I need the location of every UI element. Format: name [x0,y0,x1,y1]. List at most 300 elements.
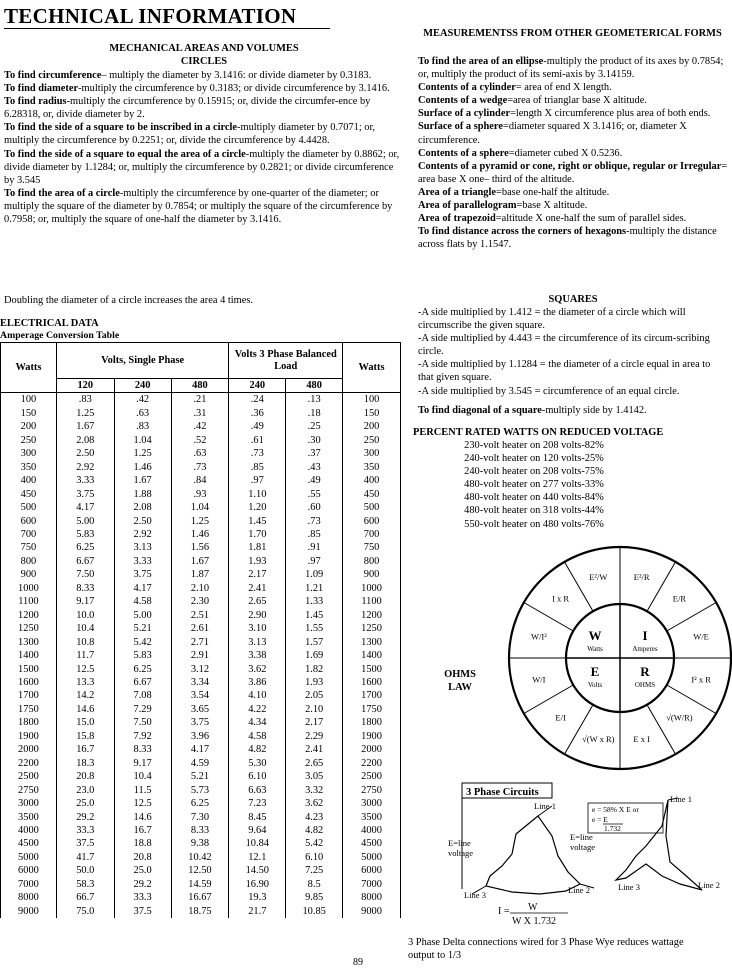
table-cell: 4.23 [286,811,343,824]
geometry-rule-body: =diameter cubed X 0.5236. [508,147,623,159]
table-cell: 150 [1,407,57,420]
page-title: TECHNICAL INFORMATION [4,4,297,28]
table-cell: 4.58 [114,595,171,608]
table-cell: 13.3 [56,676,114,689]
table-cell: 19.3 [229,891,286,904]
table-cell: 6.10 [229,770,286,783]
table-cell: 7.25 [286,864,343,877]
table-cell: 3.86 [229,676,286,689]
table-cell: 6.63 [229,784,286,797]
geometry-rule-body: =area of trianglar base X altitude. [507,95,647,107]
header-single-phase: Volts, Single Phase [56,343,229,379]
geometry-rule-lead: Contents of a cylinder [418,82,516,94]
table-cell: 7.08 [114,689,171,702]
table-cell: 450 [343,488,401,501]
table-cell: 5000 [1,851,57,864]
table-row [1,730,401,743]
table-row [1,757,401,770]
table-row [1,501,401,514]
table-cell: 37.5 [56,837,114,850]
table-cell: 1750 [343,703,401,716]
table-cell: 1500 [1,663,57,676]
ohms-quadrant-symbol: R [640,664,650,679]
table-row [1,663,401,676]
header-v480: 480 [171,379,229,393]
table-cell: 8.33 [171,824,229,837]
table-cell: 2750 [343,784,401,797]
table-row [1,595,401,608]
ohms-formula: W/I² [531,631,547,642]
diagonal-lead: To find diagonal of a square [418,405,542,416]
table-cell: 14.50 [229,864,286,877]
geometry-rule [418,186,728,199]
table-cell: 1.04 [114,434,171,447]
table-cell: 3.54 [171,689,229,702]
table-cell: 21.7 [229,905,286,918]
table-cell: 2.08 [56,434,114,447]
table-cell: 5.21 [114,622,171,635]
table-row [1,434,401,447]
circle-rule-body: -multiply the diameter by 0.8862; or, divide diameter by 1.1284; or, multiply the circumference by 0.2821; or divide circumference by 3.545 [4,148,400,186]
table-cell: 58.3 [56,878,114,891]
amperage-table [0,342,401,918]
table-cell: 1800 [343,716,401,729]
table-cell: 2500 [343,770,401,783]
table-cell: .25 [286,420,343,433]
header-v480-3ph: 480 [286,379,343,393]
table-cell: 23.0 [56,784,114,797]
percent-line: 240-volt heater on 120 volts-25% [464,453,604,465]
table-cell: 1300 [1,636,57,649]
table-cell: 5.42 [286,837,343,850]
table-cell: 5.73 [171,784,229,797]
three-phase-diagram [440,776,732,931]
table-cell: 4500 [343,837,401,850]
table-cell: 2000 [1,743,57,756]
geometry-rule-lead: Area of trapezoid [418,213,496,225]
table-cell: 900 [1,568,57,581]
table-cell: 33.3 [114,891,171,904]
table-cell: 2.17 [286,716,343,729]
table-cell: 8.33 [114,743,171,756]
amperage-subtitle: Amperage Conversion Table [0,329,119,343]
square-rule: -A side multiplied by 1.1284 = the diameter of a circle equal in area to that given square. [418,359,711,384]
table-cell: 1.04 [171,501,229,514]
table-row [1,447,401,460]
header-three-phase: Volts 3 Phase Balanced Load [229,343,343,379]
table-cell: 2.91 [171,649,229,662]
percent-title: PERCENT RATED WATTS ON REDUCED VOLTAGE [413,427,664,438]
table-cell: 1300 [343,636,401,649]
table-cell: 750 [343,541,401,554]
geometry-rule-body: =base one-half the altitude. [496,186,610,198]
table-cell: 75.0 [56,905,114,918]
ohms-quadrant-name: Amperes [632,645,658,653]
table-cell: .61 [229,434,286,447]
table-cell: 1600 [343,676,401,689]
table-cell: 3.38 [229,649,286,662]
percent-line: 550-volt heater on 480 volts-76% [464,518,604,530]
table-cell: .63 [171,447,229,460]
table-cell: 2750 [1,784,57,797]
table-cell: 5.21 [171,770,229,783]
geometry-rule-body: =altitude X one-half the sum of parallel sides. [495,213,687,225]
header-watts-right: Watts [343,343,401,393]
table-cell: .49 [286,474,343,487]
table-cell: 3.13 [229,636,286,649]
table-row [1,784,401,797]
table-row [1,582,401,595]
percent-line: 480-volt heater on 277 volts-33% [464,479,604,491]
table-cell: .73 [171,461,229,474]
table-cell: 5000 [343,851,401,864]
ohms-formula: E/R [672,593,687,604]
table-cell: 7.50 [114,716,171,729]
table-cell: 2.92 [114,528,171,541]
diagonal-body: -multiply side by 1.4142. [541,405,647,416]
circles-text-block [4,69,402,226]
table-cell: 3.75 [114,568,171,581]
table-cell: 1100 [1,595,57,608]
table-cell: .84 [171,474,229,487]
table-cell: 16.7 [114,824,171,837]
circle-rule-lead: To find radius [4,96,67,108]
percent-list [418,439,650,531]
table-cell: 41.7 [56,851,114,864]
geometry-rule-lead: Contents of a sphere [418,147,509,159]
table-cell: 4.34 [229,716,286,729]
table-cell: 2.41 [286,743,343,756]
table-cell: 500 [343,501,401,514]
table-cell: 5.30 [229,757,286,770]
table-cell: 4.58 [229,730,286,743]
table-cell: 1250 [1,622,57,635]
table-cell: 6.25 [114,663,171,676]
table-cell: 8.45 [229,811,286,824]
table-cell: 1.87 [171,568,229,581]
circle-rule-lead: To find the side of a square to be inscribed in a circle [4,122,238,134]
table-cell: 2.61 [171,622,229,635]
table-cell: 700 [1,528,57,541]
circles-closing: Doubling the diameter of a circle increases the area 4 times. [4,295,253,306]
table-cell: .83 [114,420,171,433]
table-cell: 2.29 [286,730,343,743]
geometry-rule [418,199,728,212]
table-cell: 3.33 [56,474,114,487]
table-cell: 300 [1,447,57,460]
table-cell: 1900 [343,730,401,743]
table-cell: 1.88 [114,488,171,501]
table-cell: 2.41 [229,582,286,595]
table-cell: 6.10 [286,851,343,864]
table-cell: 2.10 [171,582,229,595]
table-cell: 4.22 [229,703,286,716]
table-cell: 7000 [1,878,57,891]
table-cell: 4.10 [229,689,286,702]
table-cell: 600 [1,515,57,528]
wye-formula-1: e = 58% X E or [592,805,639,814]
i-eq: I = [498,906,510,917]
table-cell: 4.59 [171,757,229,770]
table-cell: 6.25 [56,541,114,554]
ohms-quadrant-symbol: I [642,628,648,643]
table-cell: 3.13 [114,541,171,554]
table-cell: 10.4 [114,770,171,783]
table-cell: 3.05 [286,770,343,783]
table-cell: 1400 [1,649,57,662]
table-cell: 1.57 [286,636,343,649]
square-rule: -A side multiplied by 3.545 = circumference of an equal circle. [418,385,680,397]
table-cell: .63 [114,407,171,420]
table-row [1,824,401,837]
table-cell: 3.96 [171,730,229,743]
table-cell: 1700 [1,689,57,702]
table-row [1,568,401,581]
geometry-rule-lead: To find distance across the corners of hexagons [418,226,627,238]
table-cell: .93 [171,488,229,501]
geometry-rule-body: =base X altitude. [516,200,588,212]
circle-rule-body: -multiply the circumference by 0.3183; or divide circumference by 3.1416. [78,83,390,95]
table-cell: 2.10 [286,703,343,716]
table-cell: 16.7 [56,743,114,756]
table-cell: 18.3 [56,757,114,770]
geometric-section-title: MEASUREMENTSS FROM OTHER GEOMETERICAL FORMS [423,28,722,39]
table-cell: 66.7 [56,891,114,904]
table-row [1,461,401,474]
table-cell: 1.45 [286,609,343,622]
table-row [1,878,401,891]
table-cell: 7.30 [171,811,229,824]
geometry-rule [418,212,728,225]
geometry-rule-body: -multiply the product of its axes by 0.7854; or, multiply the product of its semi-axis by 3.14159. [418,56,724,81]
table-cell: 2.50 [56,447,114,460]
table-cell: 4000 [343,824,401,837]
table-cell: 33.3 [56,824,114,837]
table-cell: 350 [343,461,401,474]
table-cell: .13 [286,393,343,407]
table-cell: 6.67 [114,676,171,689]
table-cell: .97 [229,474,286,487]
table-cell: 400 [343,474,401,487]
table-cell: .24 [229,393,286,407]
table-cell: 3.34 [171,676,229,689]
table-cell: 11.5 [114,784,171,797]
table-cell: .85 [286,528,343,541]
table-cell: .60 [286,501,343,514]
table-row [1,797,401,810]
table-cell: .83 [56,393,114,407]
table-cell: 6.25 [171,797,229,810]
table-cell: 3.33 [114,555,171,568]
ohms-formula: √(W x R) [582,734,615,745]
table-cell: 3.62 [286,797,343,810]
table-row [1,837,401,850]
table-cell: 15.0 [56,716,114,729]
table-cell: 29.2 [56,811,114,824]
ohms-quadrant-symbol: E [590,664,600,679]
table-cell: 3.10 [229,622,286,635]
table-cell: 1.56 [171,541,229,554]
ohms-formula: E/I [555,712,566,723]
table-row [1,905,401,918]
table-cell: 2.30 [171,595,229,608]
table-row [1,528,401,541]
table-cell: 600 [343,515,401,528]
table-cell: 1600 [1,676,57,689]
ohms-quadrant-symbol: W [588,628,602,643]
table-cell: 350 [1,461,57,474]
table-cell: 750 [1,541,57,554]
table-cell: 9.38 [171,837,229,850]
table-cell: 200 [343,420,401,433]
square-rule: -A side multiplied by 4.443 = the circumference of its circum-scribing circle. [418,333,710,358]
wye-line3: Line 3 [618,882,640,892]
table-cell: 1.81 [229,541,286,554]
table-cell: 1250 [343,622,401,635]
table-row [1,676,401,689]
three-phase-note: 3 Phase Delta connections wired for 3 Phase Wye reduces wattage output to 1/3 [408,937,684,961]
ohms-formula: W/I [532,674,546,685]
table-cell: 9.17 [56,595,114,608]
table-cell: 11.7 [56,649,114,662]
wye-formula-2: e = E [592,815,608,824]
table-cell: 9.85 [286,891,343,904]
table-cell: 4.17 [114,582,171,595]
table-cell: 1750 [1,703,57,716]
table-cell: 10.42 [171,851,229,864]
table-cell: 4.17 [56,501,114,514]
table-row [1,851,401,864]
geometry-rule-lead: Contents of a wedge [418,95,508,107]
table-cell: 2.50 [114,515,171,528]
circle-rule [4,69,402,82]
table-cell: 10.84 [229,837,286,850]
table-row [1,609,401,622]
table-cell: .42 [114,393,171,407]
table-cell: 12.1 [229,851,286,864]
table-cell: 10.85 [286,905,343,918]
circle-rule-lead: To find diameter [4,83,79,95]
table-cell: 37.5 [114,905,171,918]
table-cell: 9.64 [229,824,286,837]
table-cell: 1.33 [286,595,343,608]
diagonal-text [418,404,728,417]
percent-line: 480-volt heater on 440 volts-84% [464,492,604,504]
table-cell: 400 [1,474,57,487]
wye-line1: Line 1 [670,794,692,804]
table-cell: 200 [1,420,57,433]
table-row [1,420,401,433]
table-cell: 14.2 [56,689,114,702]
square-rule: -A side multiplied by 1.412 = the diameter of a circle which will circumscribe the given square. [418,307,686,332]
geometry-rule [418,107,728,120]
geometry-rule-lead: Surface of a cylinder [418,108,511,120]
ohms-law-wheel [507,545,732,772]
table-cell: 1.93 [229,555,286,568]
geometry-rule [418,225,728,251]
circle-rule-lead: To find the area of a circle [4,187,120,199]
delta-line2: Line 2 [568,885,590,895]
table-cell: 2.65 [286,757,343,770]
table-cell: 14.59 [171,878,229,891]
table-cell: .85 [229,461,286,474]
table-cell: 2.17 [229,568,286,581]
geometry-rule-lead: Contents of a pyramid or cone, right or oblique, regular or Irregular [418,160,722,172]
circle-rule [4,95,402,121]
table-cell: 800 [1,555,57,568]
page-number: 89 [353,957,363,968]
table-cell: 4.17 [171,743,229,756]
table-cell: .30 [286,434,343,447]
geometry-rule-body: = area base X one– third of the altitude. [418,160,728,185]
geometry-rule [418,55,728,81]
table-cell: 1.46 [114,461,171,474]
table-cell: 25.0 [56,797,114,810]
table-cell: 10.8 [56,636,114,649]
table-row [1,515,401,528]
geometric-text-block [418,55,728,251]
ohms-quadrant-name: Volts [587,681,603,689]
table-cell: 20.8 [114,851,171,864]
table-cell: 15.8 [56,730,114,743]
table-cell: 1.67 [171,555,229,568]
table-row [1,649,401,662]
table-cell: 20.8 [56,770,114,783]
geometry-rule-body: =diameter squared X 3.1416; or, diameter X circumference. [418,121,687,146]
table-row [1,407,401,420]
header-watts: Watts [1,343,57,393]
table-cell: 1500 [343,663,401,676]
table-cell: 2500 [1,770,57,783]
table-cell: 9000 [343,905,401,918]
table-cell: 150 [343,407,401,420]
table-cell: 8000 [343,891,401,904]
wye-eline: E=line [570,832,593,842]
table-cell: 700 [343,528,401,541]
table-cell: 1.25 [56,407,114,420]
table-cell: 2200 [1,757,57,770]
table-cell: 3.65 [171,703,229,716]
table-cell: 4.82 [286,824,343,837]
wye-line2: Line 2 [698,880,720,890]
table-row [1,743,401,756]
table-cell: 3000 [343,797,401,810]
table-cell: 2.05 [286,689,343,702]
geometry-rule [418,81,728,94]
delta-line1: Line 1 [534,801,556,811]
table-cell: 7.23 [229,797,286,810]
circle-rule-body: -multiply the circumference by one-quarter of the diameter; or multiply the square of the diameter by 0.7854; or multiply the square of the circumference by 0.7958; or, multiply the square of one-half the diameter by 3.1416. [4,187,393,226]
table-cell: 2200 [343,757,401,770]
table-row [1,541,401,554]
table-cell: 6000 [343,864,401,877]
ohms-quadrant-name: Watts [587,645,603,653]
table-cell: 29.2 [114,878,171,891]
table-cell: 7.50 [56,568,114,581]
table-row [1,488,401,501]
header-v240: 240 [114,379,171,393]
header-v120: 120 [56,379,114,393]
ohms-formula: E²/W [589,571,608,582]
table-cell: 5.00 [56,515,114,528]
percent-line: 240-volt heater on 208 volts-75% [464,466,604,478]
table-cell: 1.69 [286,649,343,662]
table-cell: 2.71 [171,636,229,649]
table-cell: 5.00 [114,609,171,622]
table-row [1,689,401,702]
circle-rule [4,82,402,95]
table-cell: .97 [286,555,343,568]
